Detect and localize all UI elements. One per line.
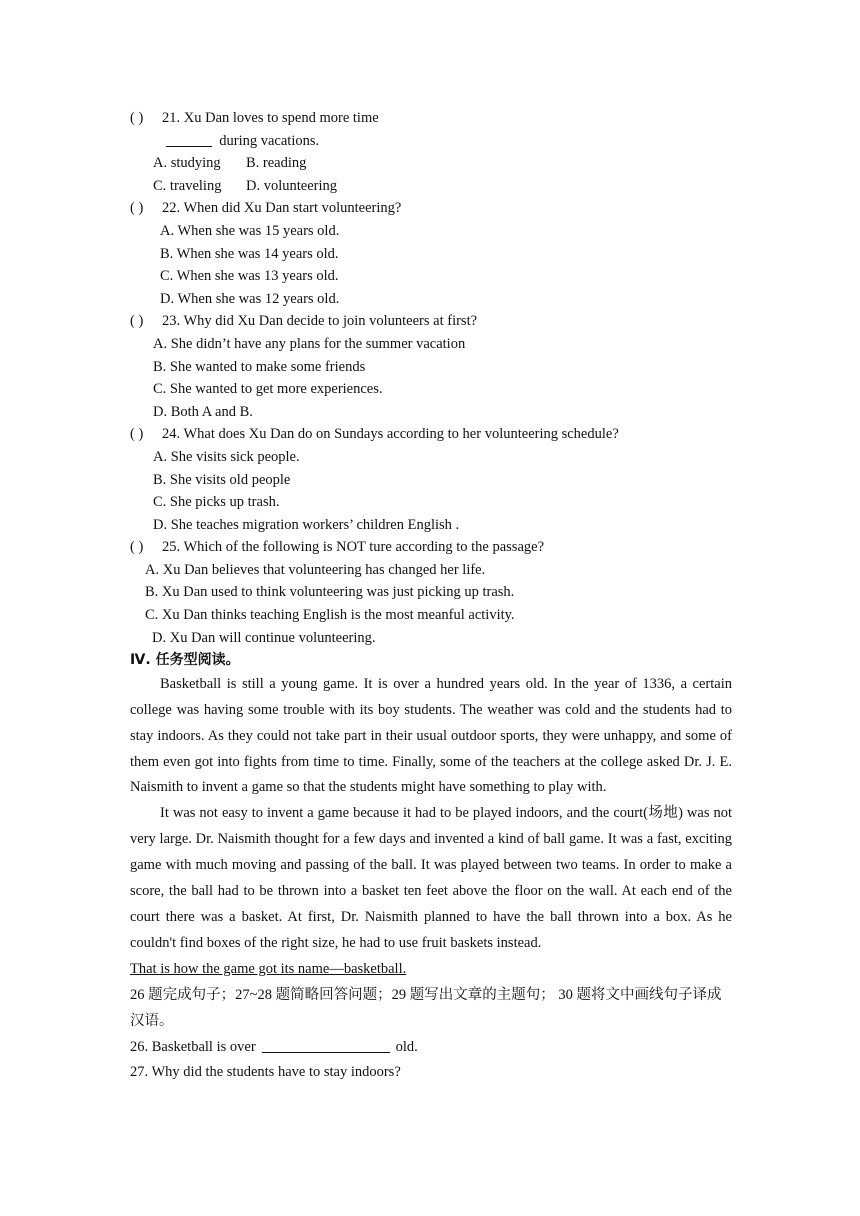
answer-paren: ( ) [130,313,144,330]
option-c: C. When she was 13 years old. [160,268,339,285]
question-stem: 23. Why did Xu Dan decide to join volunteers at first? [162,313,478,330]
question-23 [130,310,732,333]
section-title: Ⅳ. 任务型阅读。 [130,652,240,669]
option-c: C. Xu Dan thinks teaching English is the most meanful activity. [145,607,515,624]
answer-paren: ( ) [130,539,144,556]
question-stem: 25. Which of the following is NOT ture according to the passage? [162,539,545,556]
passage-paragraph-1: Basketball is still a young game. It is over a hundred years old. In the year of 1336, a certain college was having some trouble with its boy students. The weather was cold and the students had to stay indoors. As they could not take part in their usual outdoor sports, they were unhappy, and some of them even got into fights from time to time. Finally, some of the teachers at the college asked Dr. J. E. Naismith to invent a game so that the students might have something to play with. [130,675,732,796]
option-a: A. She didn’t have any plans for the summer vacation [153,335,466,352]
option-b: B. She wanted to make some friends [153,358,366,375]
question-21 [130,107,732,130]
option-d: D. volunteering [246,177,338,194]
question-stem-continued: during vacations. [219,132,320,149]
options-row [130,152,732,175]
question-stem: 22. When did Xu Dan start volunteering? [162,200,402,217]
document-content [130,107,732,1086]
question-26-tail: old. [395,1038,418,1055]
option-b: B. Xu Dan used to think volunteering was just picking up trash. [145,584,515,601]
option-a: A. Xu Dan believes that volunteering has changed her life. [145,561,486,578]
question-26 [130,1035,732,1061]
option-d: D. When she was 12 years old. [160,290,340,307]
option-c: C. traveling [153,177,222,194]
option-d: D. Both A and B. [153,403,253,420]
answer-paren: ( ) [130,110,144,126]
question-27: 27. Why did the students have to stay indoors? [130,1064,401,1081]
option-c: C. She wanted to get more experiences. [153,381,383,398]
question-24 [130,423,732,446]
question-22 [130,197,732,220]
answer-blank [166,132,212,147]
answer-blank [262,1038,390,1053]
question-25 [130,536,732,559]
answer-paren: ( ) [130,426,144,443]
question-stem: 24. What does Xu Dan do on Sundays according to her volunteering schedule? [162,426,619,443]
options-row [130,175,732,198]
option-a: A. studying [153,155,221,172]
question-26-text: 26. Basketball is over [130,1038,256,1055]
question-stem: 21. Xu Dan loves to spend more time [162,110,379,126]
question-21-line2 [130,130,732,153]
option-b: B. reading [246,155,307,172]
option-d: D. Xu Dan will continue volunteering. [152,629,376,646]
passage-paragraph-2-text: It was not easy to invent a game because it had to be played indoors, and the court(场地) was not very large. Dr. Naismith thought for a few days and invented a kind of ball game. It was a fast, exciting game with much moving and passing of the ball. It was played between two teams. In order to make a score, the ball had to be thrown into a basket ten feet above the floor on the wall. At each end of the court there was a basket. At first, Dr. Naismith planned to have the ball thrown into a box. As he couldn't find boxes of the right size, he had to use fruit baskets instead. [130,805,732,951]
underlined-sentence: That is how the game got its name—basketball. [130,960,407,977]
option-b: B. She visits old people [153,471,291,488]
option-a: A. She visits sick people. [153,448,300,465]
option-c: C. She picks up trash. [153,494,280,511]
option-a: A. When she was 15 years old. [160,222,340,239]
option-b: B. When she was 14 years old. [160,245,339,262]
option-d: D. She teaches migration workers’ children English . [153,516,460,533]
answer-paren: ( ) [130,200,144,217]
task-instructions: 26 题完成句子；27~28 题简略回答问题；29 题写出文章的主题句； 30 题将文中画线句子译成汉语。 [130,986,722,1029]
passage-paragraph-2 [130,801,732,982]
